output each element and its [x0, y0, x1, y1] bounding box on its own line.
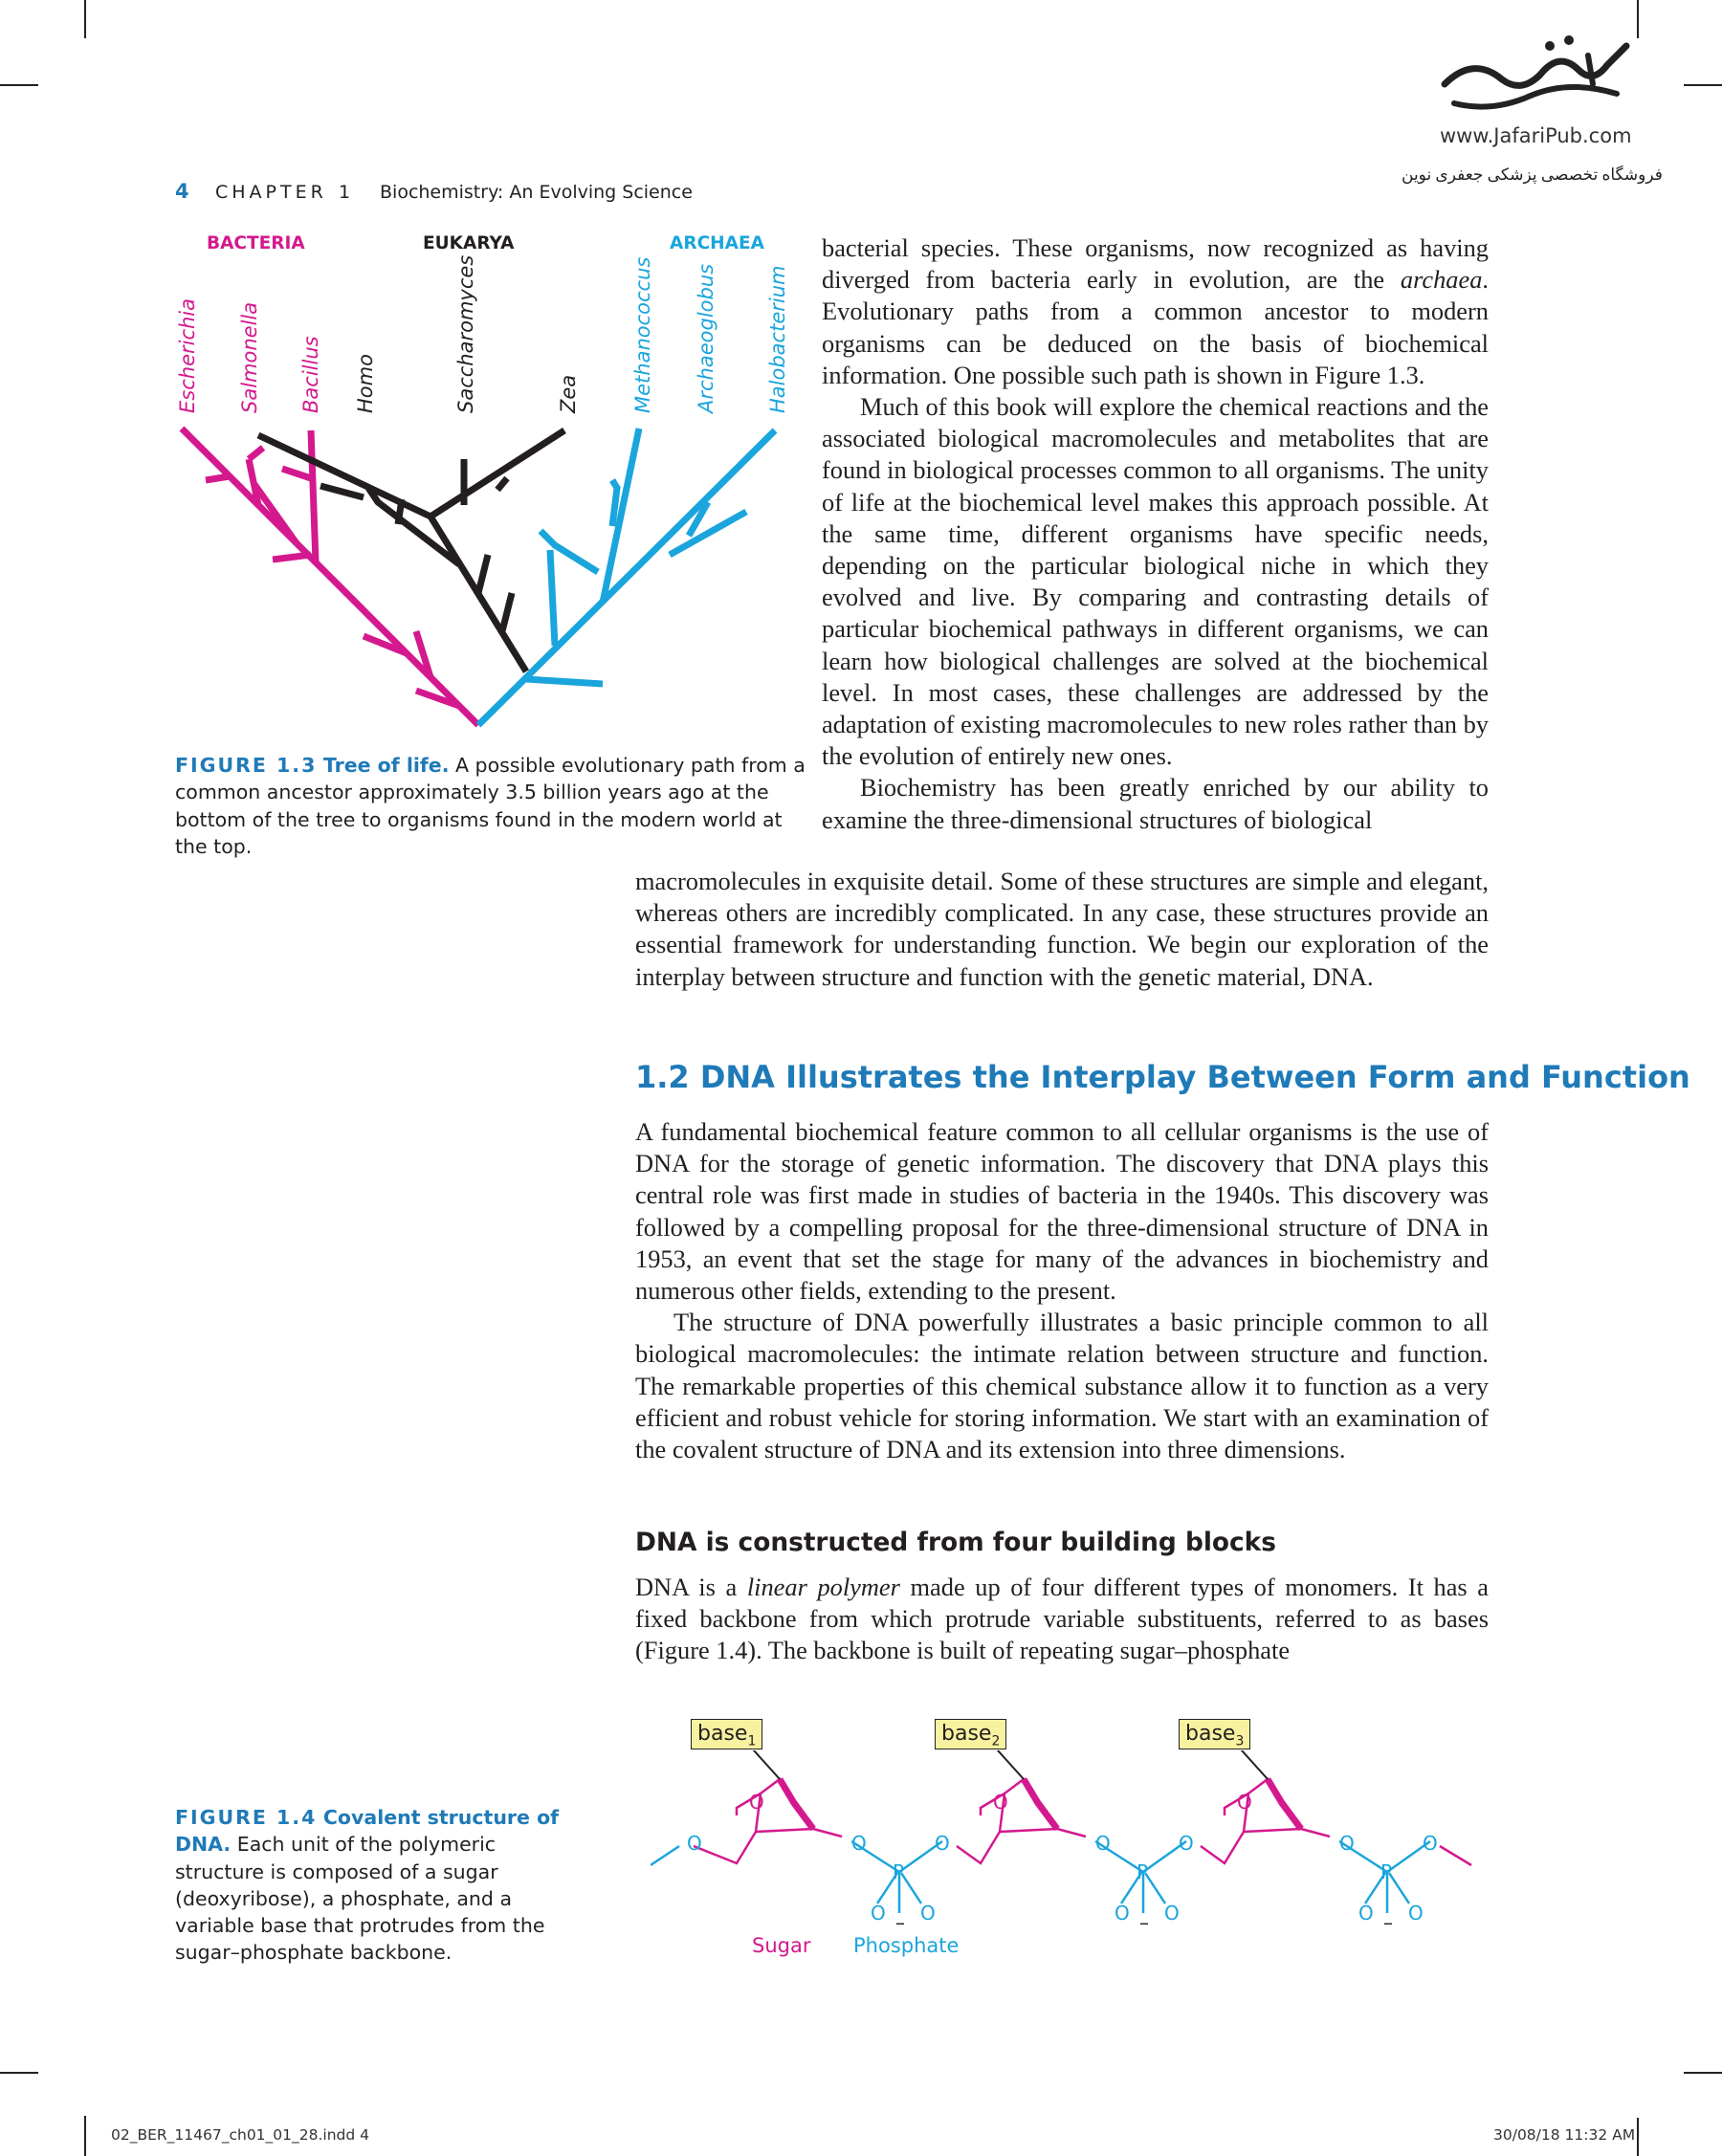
atom-oxygen: O — [1408, 1902, 1424, 1925]
atom-phosphorus: P — [1137, 1860, 1149, 1883]
figure-1-4-text: Each unit of the polymeric structure is composed of a sugar (deoxyribose), a phosphate, and a variable base that protrudes from the sugar–phosphate backbone. — [175, 1833, 545, 1965]
atom-oxygen: O — [1423, 1832, 1438, 1855]
atom-oxygen: O — [687, 1832, 702, 1855]
figure-1-3-label: FIGURE 1.3 — [175, 754, 318, 777]
phosphate-label: Phosphate — [853, 1934, 960, 1957]
page-number: 4 — [175, 180, 189, 203]
chapter-number: 1 — [339, 182, 351, 203]
charge-symbol: – — [1383, 1911, 1393, 1934]
figure-1-4-title: Covalent structure of DNA. — [175, 1806, 560, 1857]
base-label-3: base$_3$ — [1179, 1719, 1250, 1749]
tree-of-life-diagram — [172, 411, 784, 737]
publisher-tagline: فروشگاه تخصصی پزشکی جعفری نوین — [1402, 165, 1663, 184]
figure-1-3-title: Tree of life. — [322, 754, 450, 777]
species-archaeoglobus: Archaeoglobus — [695, 263, 718, 413]
publisher-url[interactable]: www.JafariPub.com — [1440, 124, 1632, 147]
species-bacillus: Bacillus — [299, 336, 322, 413]
dna-unit-2 — [981, 1750, 1330, 1913]
species-salmonella: Salmonella — [238, 301, 261, 413]
sugar-label: Sugar — [752, 1934, 811, 1957]
atom-oxygen: O — [1164, 1902, 1180, 1925]
species-homo: Homo — [354, 354, 377, 413]
footer-file: 02_BER_11467_ch01_01_28.indd 4 — [111, 2126, 370, 2144]
crop-mark — [0, 2072, 38, 2074]
publisher-logo — [1435, 27, 1645, 122]
atom-oxygen: O — [993, 1791, 1008, 1814]
domain-archaea-label: ARCHAEA — [670, 233, 764, 253]
paragraph: A fundamental biochemical feature common to all cellular organisms is the use of DNA for the storage of genetic information. The discovery that DNA plays this central role was first made in studies of bacteria in the 1940s. This discovery was followed by a compelling proposal for the three-dimensional structure of DNA in 1953, an event that set the stage for many of the advances in biochemistry and numerous other fields, extending to the present. — [635, 1117, 1489, 1306]
atom-oxygen: O — [1339, 1832, 1355, 1855]
subsection-heading: DNA is constructed from four building blocks — [635, 1528, 1276, 1557]
atom-oxygen: O — [1179, 1832, 1194, 1855]
base-label-2: base$_2$ — [935, 1719, 1006, 1749]
atom-oxygen: O — [851, 1832, 867, 1855]
atom-oxygen: O — [871, 1902, 886, 1925]
atom-oxygen: O — [1358, 1902, 1374, 1925]
species-halobacterium: Halobacterium — [766, 265, 789, 413]
atom-oxygen: O — [935, 1832, 950, 1855]
atom-oxygen: O — [920, 1902, 936, 1925]
species-escherichia: Escherichia — [176, 297, 199, 413]
figure-1-4-label: FIGURE 1.4 — [175, 1806, 318, 1829]
charge-symbol: – — [1139, 1911, 1149, 1934]
crop-mark — [0, 84, 38, 86]
atom-oxygen: O — [1115, 1902, 1130, 1925]
paragraph: The structure of DNA powerfully illustrates a basic principle common to all biological macromolecules: the intimate relation between structure and function. The remarkable properties of this chemical substance allow it to function as a very efficient and robust vehicle for storing information. We start with an examination of the covalent structure of DNA and its extension into three dimensions. — [635, 1308, 1489, 1464]
body-text-lower — [635, 1572, 1489, 1667]
body-text-upper — [822, 232, 1489, 836]
paragraph: Much of this book will explore the chemical reactions and the associated biological macromolecules and metabolites that are found in biological processes common to all organisms. The unity of life at the biochemical level makes this approach possible. At the same time, different organisms have specific needs, depending on the particular biological niche in which they evolved and live. By comparing and contrasting details of particular biochemical pathways in different organisms, we can learn how biological challenges are solved at the biochemical level. In most cases, these challenges are addressed by the adaptation of existing macromolecules to new roles rather than by the evolution of entirely new ones. — [822, 392, 1489, 771]
footer-timestamp: 30/08/18 11:32 AM — [1493, 2126, 1636, 2144]
paragraph: macromolecules in exquisite detail. Some of these structures are simple and elegant, whereas others are incredibly complicated. In any case, these structures provide an essential framework for understanding function. We begin our exploration of the interplay between structure and function with the genetic material, DNA. — [635, 867, 1489, 991]
crop-mark — [1684, 84, 1722, 86]
species-saccharomyces: Saccharomyces — [454, 254, 477, 413]
figure-1-4-caption — [175, 1804, 567, 1967]
body-text-wide — [635, 866, 1489, 993]
section-heading: 1.2 DNA Illustrates the Interplay Between Form and Function — [635, 1059, 1690, 1095]
footer-rule — [84, 2116, 86, 2154]
domain-eukarya-label: EUKARYA — [423, 233, 515, 253]
atom-oxygen: O — [749, 1791, 764, 1814]
body-text-section — [635, 1116, 1489, 1465]
atom-oxygen: O — [1237, 1791, 1252, 1814]
chapter-title: Biochemistry: An Evolving Science — [380, 182, 693, 203]
crop-mark — [84, 0, 86, 38]
domain-bacteria-label: BACTERIA — [207, 233, 305, 253]
chapter-label: CHAPTER — [215, 182, 327, 203]
charge-symbol: – — [895, 1911, 905, 1934]
species-methanococcus: Methanococcus — [631, 256, 654, 413]
figure-1-3-text: A possible evolutionary path from a common ancestor approximately 3.5 billion years ago at the bottom of the tree to organisms found in the modern world at the top. — [175, 754, 806, 858]
figure-1-3-caption — [175, 752, 806, 860]
base-label-1: base$_1$ — [691, 1719, 762, 1749]
bacteria-branches — [182, 429, 478, 725]
atom-oxygen: O — [1095, 1832, 1111, 1855]
species-zea: Zea — [557, 374, 580, 413]
paragraph: bacterial species. These organisms, now recognized as having diverged from bacteria early in evolution, are the archaea. Evolutionary paths from a common ancestor to modern organisms can be deduced on the basis of biochemical information. One possible such path is shown in Figure 1.3. — [822, 233, 1489, 389]
archaea-branches — [478, 429, 775, 725]
paragraph: Biochemistry has been greatly enriched by our ability to examine the three-dimensional structures of biological — [822, 773, 1489, 834]
crop-mark — [1637, 2118, 1639, 2156]
crop-mark — [1684, 2072, 1722, 2074]
atom-phosphorus: P — [893, 1860, 905, 1883]
atom-phosphorus: P — [1380, 1860, 1393, 1883]
paragraph: DNA is a linear polymer made up of four different types of monomers. It has a fixed backbone from which protrude variable substituents, referred to as bases (Figure 1.4). The backbone is built of repeating sugar–phosphate — [635, 1573, 1489, 1665]
